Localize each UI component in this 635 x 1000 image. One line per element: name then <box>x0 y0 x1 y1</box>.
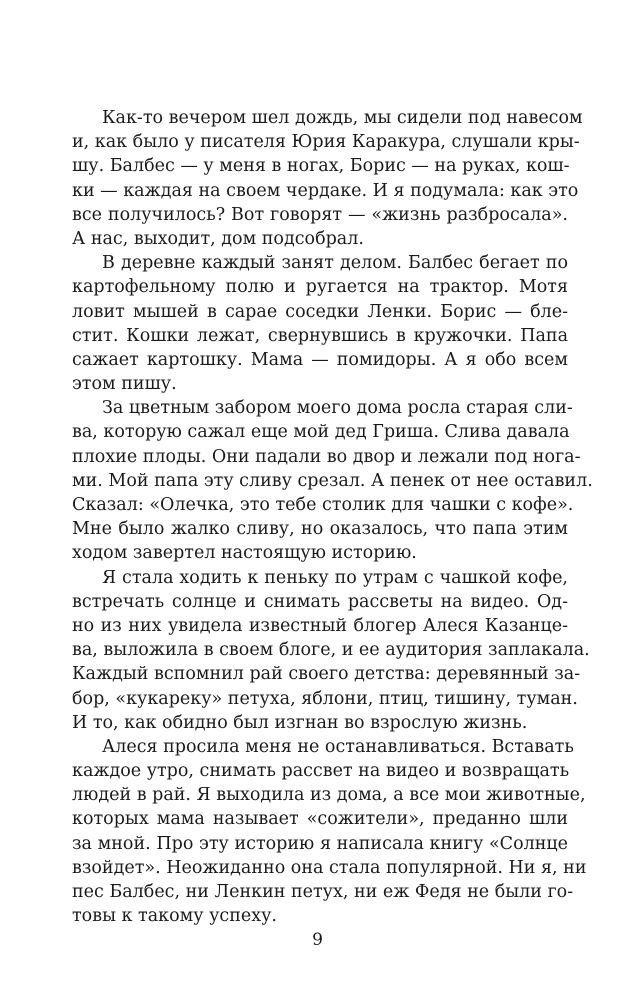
text-line: встречать солнце и снимать рассветы на видео. Од- <box>72 591 568 612</box>
text-line: этом пишу. <box>72 374 177 395</box>
text-line: Как-то вечером шел дождь, мы сидели под навесом <box>102 108 583 128</box>
text-line: ки — каждая на своем чердаке. И я подумала: как это <box>72 180 579 201</box>
text-line: Мне было жалко сливу, но оказалось, что папа этим <box>72 519 568 540</box>
text-line: взойдет». Неожиданно она стала популярной. Ни я, ни <box>72 857 587 878</box>
text-line: стит. Кошки лежат, свернувшись в кружочки. Папа <box>72 325 568 346</box>
page-number: 9 <box>312 930 323 950</box>
paragraph <box>72 396 593 565</box>
text-line: За цветным забором моего дома росла старая сли- <box>102 398 573 419</box>
body-text <box>72 106 593 928</box>
paragraph <box>72 735 587 929</box>
text-line: плохие плоды. Они падали во двор и лежали под нога- <box>72 446 581 467</box>
text-line: ми. Мой папа эту сливу срезал. А пенек от нее оставил. <box>72 470 593 491</box>
text-line: людей в рай. Я выходила из дома, а все мои животные, <box>72 785 586 806</box>
text-line: за мной. Про эту историю я написала книгу «Солнце <box>72 833 568 854</box>
text-line: каждое утро, снимать рассвет на видео и возвращать <box>72 761 570 782</box>
text-line: шу. Балбес — у меня в ногах, Борис — на руках, кош- <box>72 156 570 177</box>
paragraph <box>72 566 590 735</box>
text-line: В деревне каждый занят делом. Балбес бегает по <box>102 253 568 274</box>
text-line: товы к такому успеху. <box>72 906 277 927</box>
text-line: Сказал: «Олечка, это тебе столик для чашки с кофе». <box>72 495 574 515</box>
text-line: бор, «кукареку» петуха, яблони, птиц, тишину, туман. <box>72 688 578 709</box>
text-line: и, как было у писателя Юрия Каракура, слушали кры- <box>72 132 580 153</box>
text-line: сажает картошку. Мама — помидоры. А я обо всем <box>72 349 568 370</box>
paragraph <box>72 106 583 251</box>
text-line: Каждый вспомнил рай своего детства: деревянный за- <box>72 664 581 685</box>
text-line: И то, как обидно был изгнан во взрослую жизнь. <box>72 712 528 733</box>
text-line: Я стала ходить к пеньку по утрам с чашкой кофе, <box>102 567 568 588</box>
text-line: ловит мышей в сарае соседки Ленки. Борис — бле- <box>72 301 568 322</box>
text-line: Алеся просила меня не останавливаться. Вставать <box>102 736 574 757</box>
text-line: ва, выложила в своем блоге, и ее аудитория заплакала. <box>72 640 590 661</box>
text-line: которых мама называет «сожители», преданно шли <box>72 809 568 830</box>
text-line: картофельному полю и ругается на трактор. Мотя <box>72 277 568 298</box>
text-line: все получилось? Вот говорят — «жизнь разбросала». <box>72 204 568 225</box>
text-line: А нас, выходит, дом подсобрал. <box>72 228 364 249</box>
text-line: ходом завертел настоящую историю. <box>72 543 417 564</box>
text-line: но из них увидела известный блогер Алеся Казанце- <box>72 615 568 636</box>
paragraph <box>72 251 568 396</box>
text-line: ва, которую сажал еще мой дед Гриша. Слива давала <box>72 422 570 443</box>
text-line: пес Балбес, ни Ленкин петух, ни еж Федя не были го- <box>72 882 574 902</box>
